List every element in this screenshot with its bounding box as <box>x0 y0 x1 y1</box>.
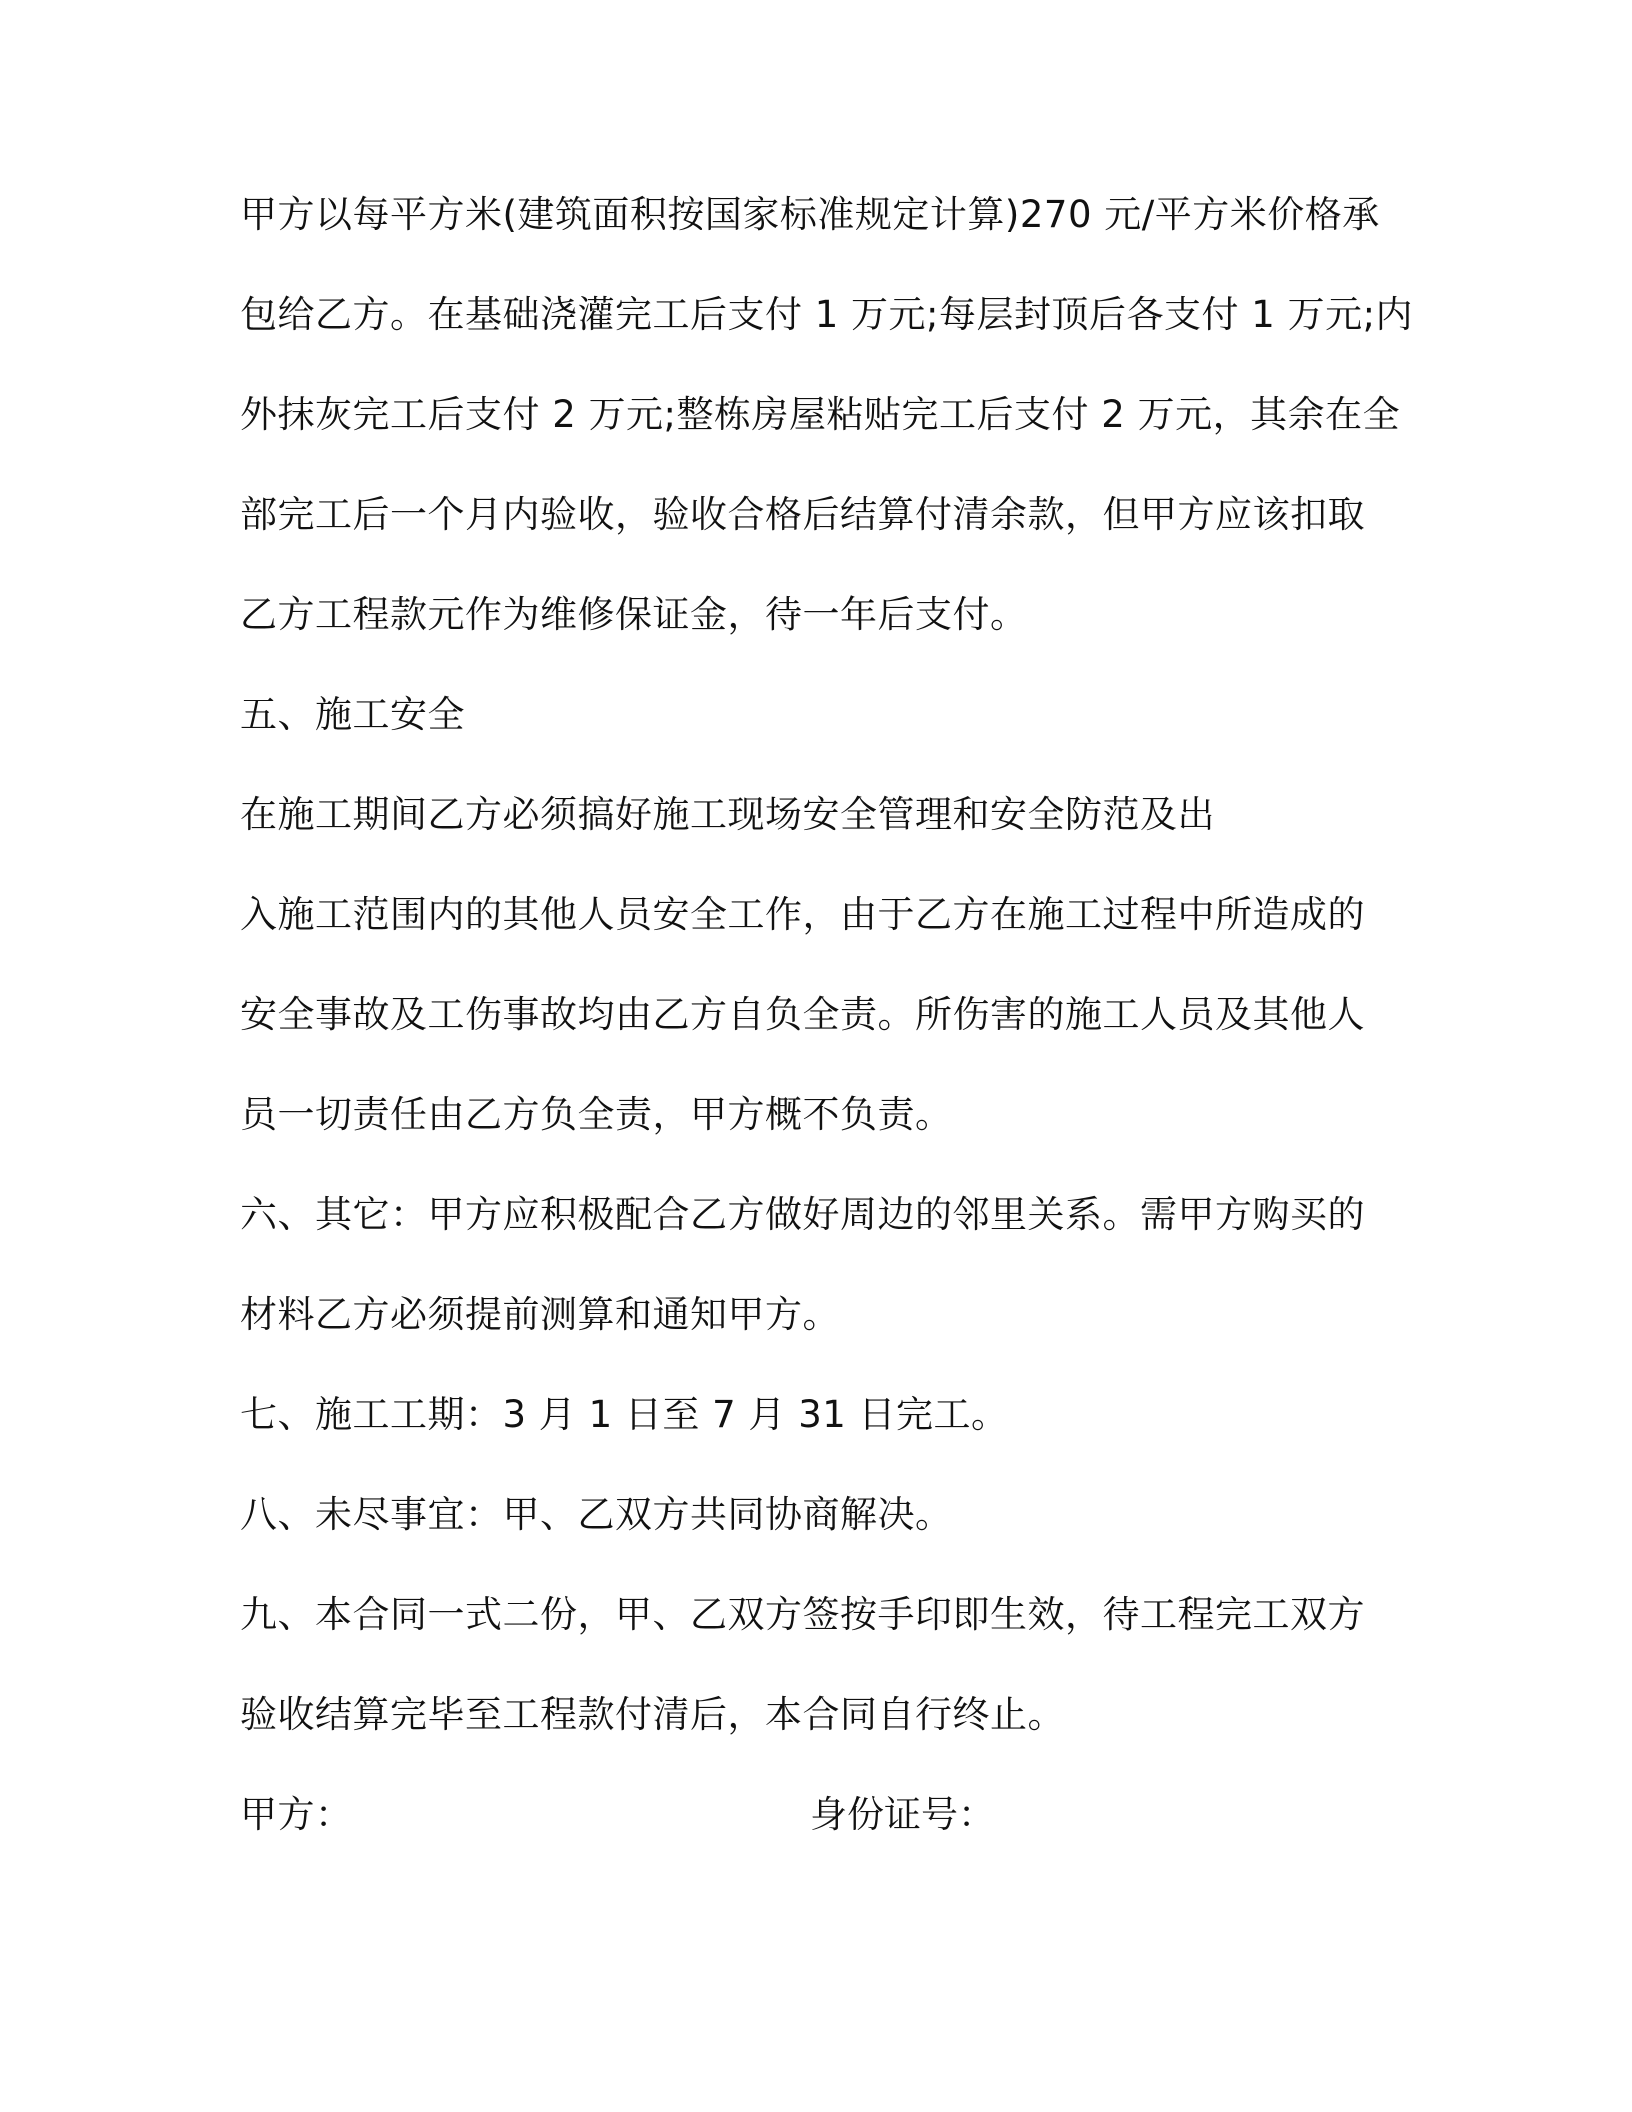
payment-terms-line-5: 乙方工程款元作为维修保证金，待一年后支付。 <box>240 593 1028 636</box>
construction-period-line: 七、施工工期：3 月 1 日至 7 月 31 日完工。 <box>240 1393 1009 1436</box>
safety-line-1: 在施工期间乙方必须搞好施工现场安全管理和安全防范及出 <box>240 793 1215 836</box>
other-terms-line-2: 材料乙方必须提前测算和通知甲方。 <box>240 1293 840 1336</box>
section-heading-safety: 五、施工安全 <box>240 693 465 736</box>
contract-copies-line-2: 验收结算完毕至工程款付清后，本合同自行终止。 <box>240 1693 1065 1736</box>
payment-terms-line-3: 外抹灰完工后支付 2 万元;整栋房屋粘贴完工后支付 2 万元，其余在全 <box>240 393 1401 436</box>
safety-line-2: 入施工范围内的其他人员安全工作，由于乙方在施工过程中所造成的 <box>240 893 1365 936</box>
other-terms-line-1: 六、其它：甲方应积极配合乙方做好周边的邻里关系。需甲方购买的 <box>240 1193 1365 1236</box>
payment-terms-line-4: 部完工后一个月内验收，验收合格后结算付清余款，但甲方应该扣取 <box>240 493 1365 536</box>
contract-copies-line-1: 九、本合同一式二份，甲、乙双方签按手印即生效，待工程完工双方 <box>240 1593 1365 1636</box>
safety-line-3: 安全事故及工伤事故均由乙方自负全责。所伤害的施工人员及其他人 <box>240 993 1365 1036</box>
payment-terms-line-1: 甲方以每平方米(建筑面积按国家标准规定计算)270 元/平方米价格承 <box>240 193 1380 236</box>
payment-terms-line-2: 包给乙方。在基础浇灌完工后支付 1 万元;每层封顶后各支付 1 万元;内 <box>240 293 1414 336</box>
party-a-label: 甲方： <box>240 1793 353 1836</box>
safety-line-4: 员一切责任由乙方负全责，甲方概不负责。 <box>240 1093 953 1136</box>
id-number-label: 身份证号： <box>810 1793 995 1836</box>
unresolved-matters-line: 八、未尽事宜：甲、乙双方共同协商解决。 <box>240 1493 953 1536</box>
